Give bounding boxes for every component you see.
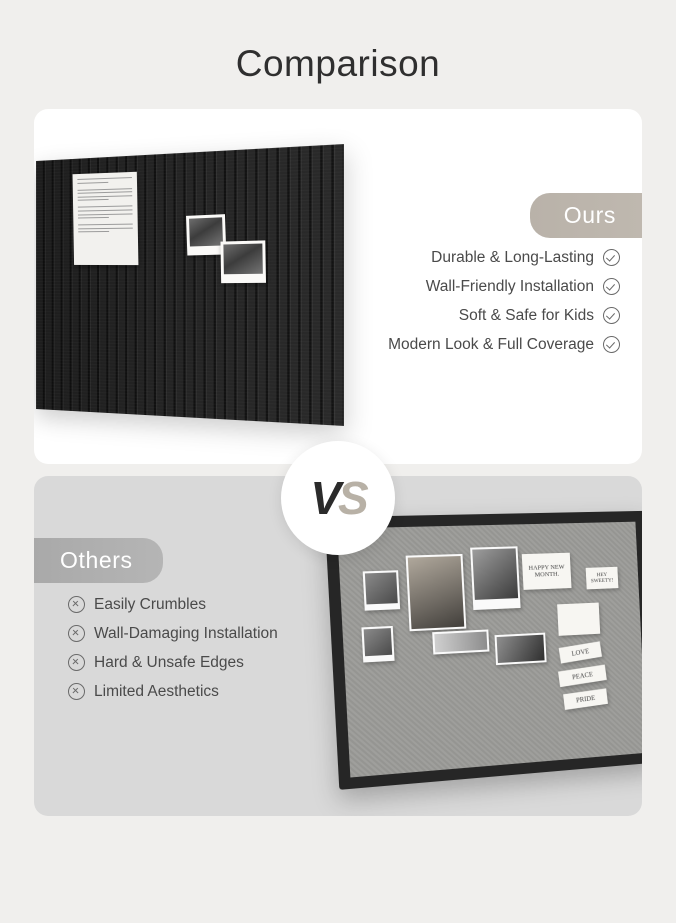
board-photo xyxy=(470,546,520,610)
check-circle-icon xyxy=(603,336,620,353)
photo-image xyxy=(408,556,464,629)
list-item xyxy=(290,307,620,325)
vs-letter-v: V xyxy=(310,471,338,524)
board-heart-note xyxy=(557,602,600,635)
others-item-label: Hard & Unsafe Edges xyxy=(94,653,244,671)
doc-line xyxy=(77,177,132,180)
doc-line xyxy=(78,195,133,198)
check-circle-icon xyxy=(603,278,620,295)
list-item xyxy=(290,336,620,354)
doc-line xyxy=(78,191,133,194)
photo-image xyxy=(364,628,393,656)
doc-line xyxy=(78,205,133,207)
check-circle-icon xyxy=(603,249,620,266)
photo-image xyxy=(497,634,545,662)
comparison-container xyxy=(34,109,642,816)
cross-circle-icon xyxy=(68,625,85,642)
ours-item-label: Modern Look & Full Coverage xyxy=(388,335,594,353)
doc-line xyxy=(78,231,109,232)
doc-line xyxy=(78,187,133,190)
doc-line xyxy=(78,227,133,229)
ours-tag: Ours xyxy=(530,193,642,238)
check-circle-icon xyxy=(603,307,620,324)
board-photo xyxy=(361,626,394,663)
page-title: Comparison xyxy=(235,43,441,84)
vs-letter-s: S xyxy=(338,471,366,524)
others-tag: Others xyxy=(34,538,163,583)
doc-line xyxy=(78,223,133,225)
ours-item-label: Wall-Friendly Installation xyxy=(425,277,594,295)
board-card xyxy=(432,629,489,654)
doc-line xyxy=(78,213,133,215)
others-item-label: Wall-Damaging Installation xyxy=(94,624,278,642)
board-poster xyxy=(406,554,467,631)
ours-panel xyxy=(34,109,642,464)
ours-product-image xyxy=(34,151,316,423)
pinned-document xyxy=(73,171,139,264)
doc-line xyxy=(78,209,133,211)
board-photo xyxy=(495,632,547,665)
ours-feature-list xyxy=(290,249,620,365)
board-note: LOVE xyxy=(559,641,602,663)
photo-image xyxy=(472,548,518,600)
vs-label xyxy=(310,471,366,524)
board-surface xyxy=(337,521,642,777)
photo-image xyxy=(365,572,398,604)
vs-badge xyxy=(281,441,395,555)
doc-line xyxy=(78,199,109,201)
photo-image xyxy=(223,243,262,274)
cross-circle-icon xyxy=(68,654,85,671)
ours-item-label: Durable & Long-Lasting xyxy=(431,248,594,266)
cross-circle-icon xyxy=(68,683,85,700)
board-note: PRIDE xyxy=(563,688,608,710)
photo-image xyxy=(189,217,223,246)
others-product-image xyxy=(336,514,642,794)
ours-item-label: Soft & Safe for Kids xyxy=(458,306,594,324)
list-item xyxy=(290,278,620,296)
board-photo xyxy=(363,570,401,610)
framed-bulletin-board xyxy=(325,511,642,790)
doc-line xyxy=(77,181,108,183)
pinned-photo xyxy=(220,240,266,283)
photo-image xyxy=(434,631,487,652)
doc-line xyxy=(78,217,109,219)
list-item xyxy=(290,249,620,267)
others-item-label: Limited Aesthetics xyxy=(94,682,219,700)
board-note: PEACE xyxy=(558,664,607,687)
cross-circle-icon xyxy=(68,596,85,613)
others-item-label: Easily Crumbles xyxy=(94,595,206,613)
board-note: HAPPY NEW MONTH. xyxy=(522,552,572,589)
board-note: HEY SWEETY! xyxy=(586,566,619,589)
